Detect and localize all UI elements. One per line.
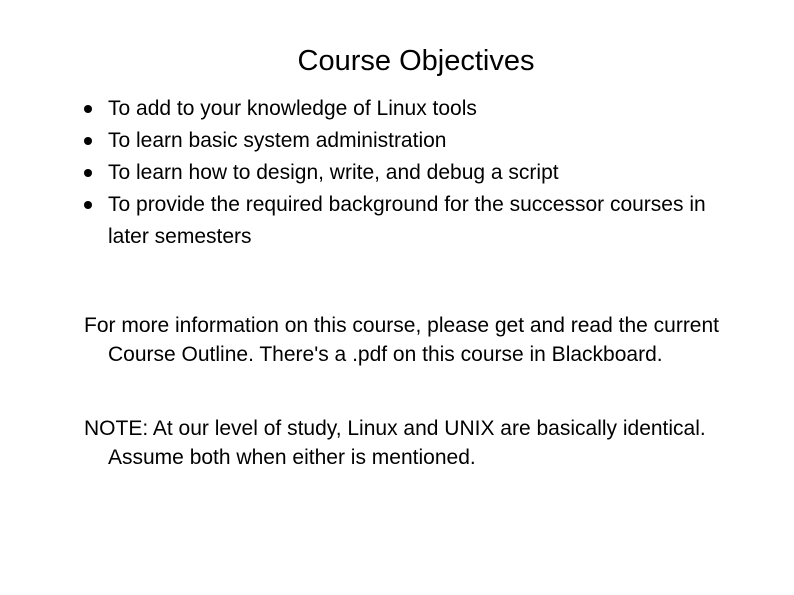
note-paragraph: NOTE: At our level of study, Linux and UNIX are basically identical. Assume both when either is mentioned. (84, 417, 706, 469)
info-paragraph: For more information on this course, please get and read the current Course Outline. There's a .pdf on this course in Blackboard. (84, 314, 720, 366)
bullet-icon (84, 137, 92, 145)
bullet-icon (84, 105, 92, 113)
objective-text: To add to your knowledge of Linux tools (108, 97, 477, 120)
list-item (84, 189, 724, 253)
objectives-list (84, 93, 724, 253)
list-item (84, 93, 724, 125)
objective-text: To learn basic system administration (108, 129, 447, 152)
bullet-icon (84, 201, 92, 209)
list-item (84, 125, 724, 157)
bullet-icon (84, 169, 92, 177)
list-item (84, 157, 724, 189)
slide-title: Course Objectives (297, 45, 535, 77)
objective-text: To learn how to design, write, and debug a script (108, 161, 559, 184)
objective-text: To provide the required background for the successor courses in later semesters (108, 193, 706, 248)
